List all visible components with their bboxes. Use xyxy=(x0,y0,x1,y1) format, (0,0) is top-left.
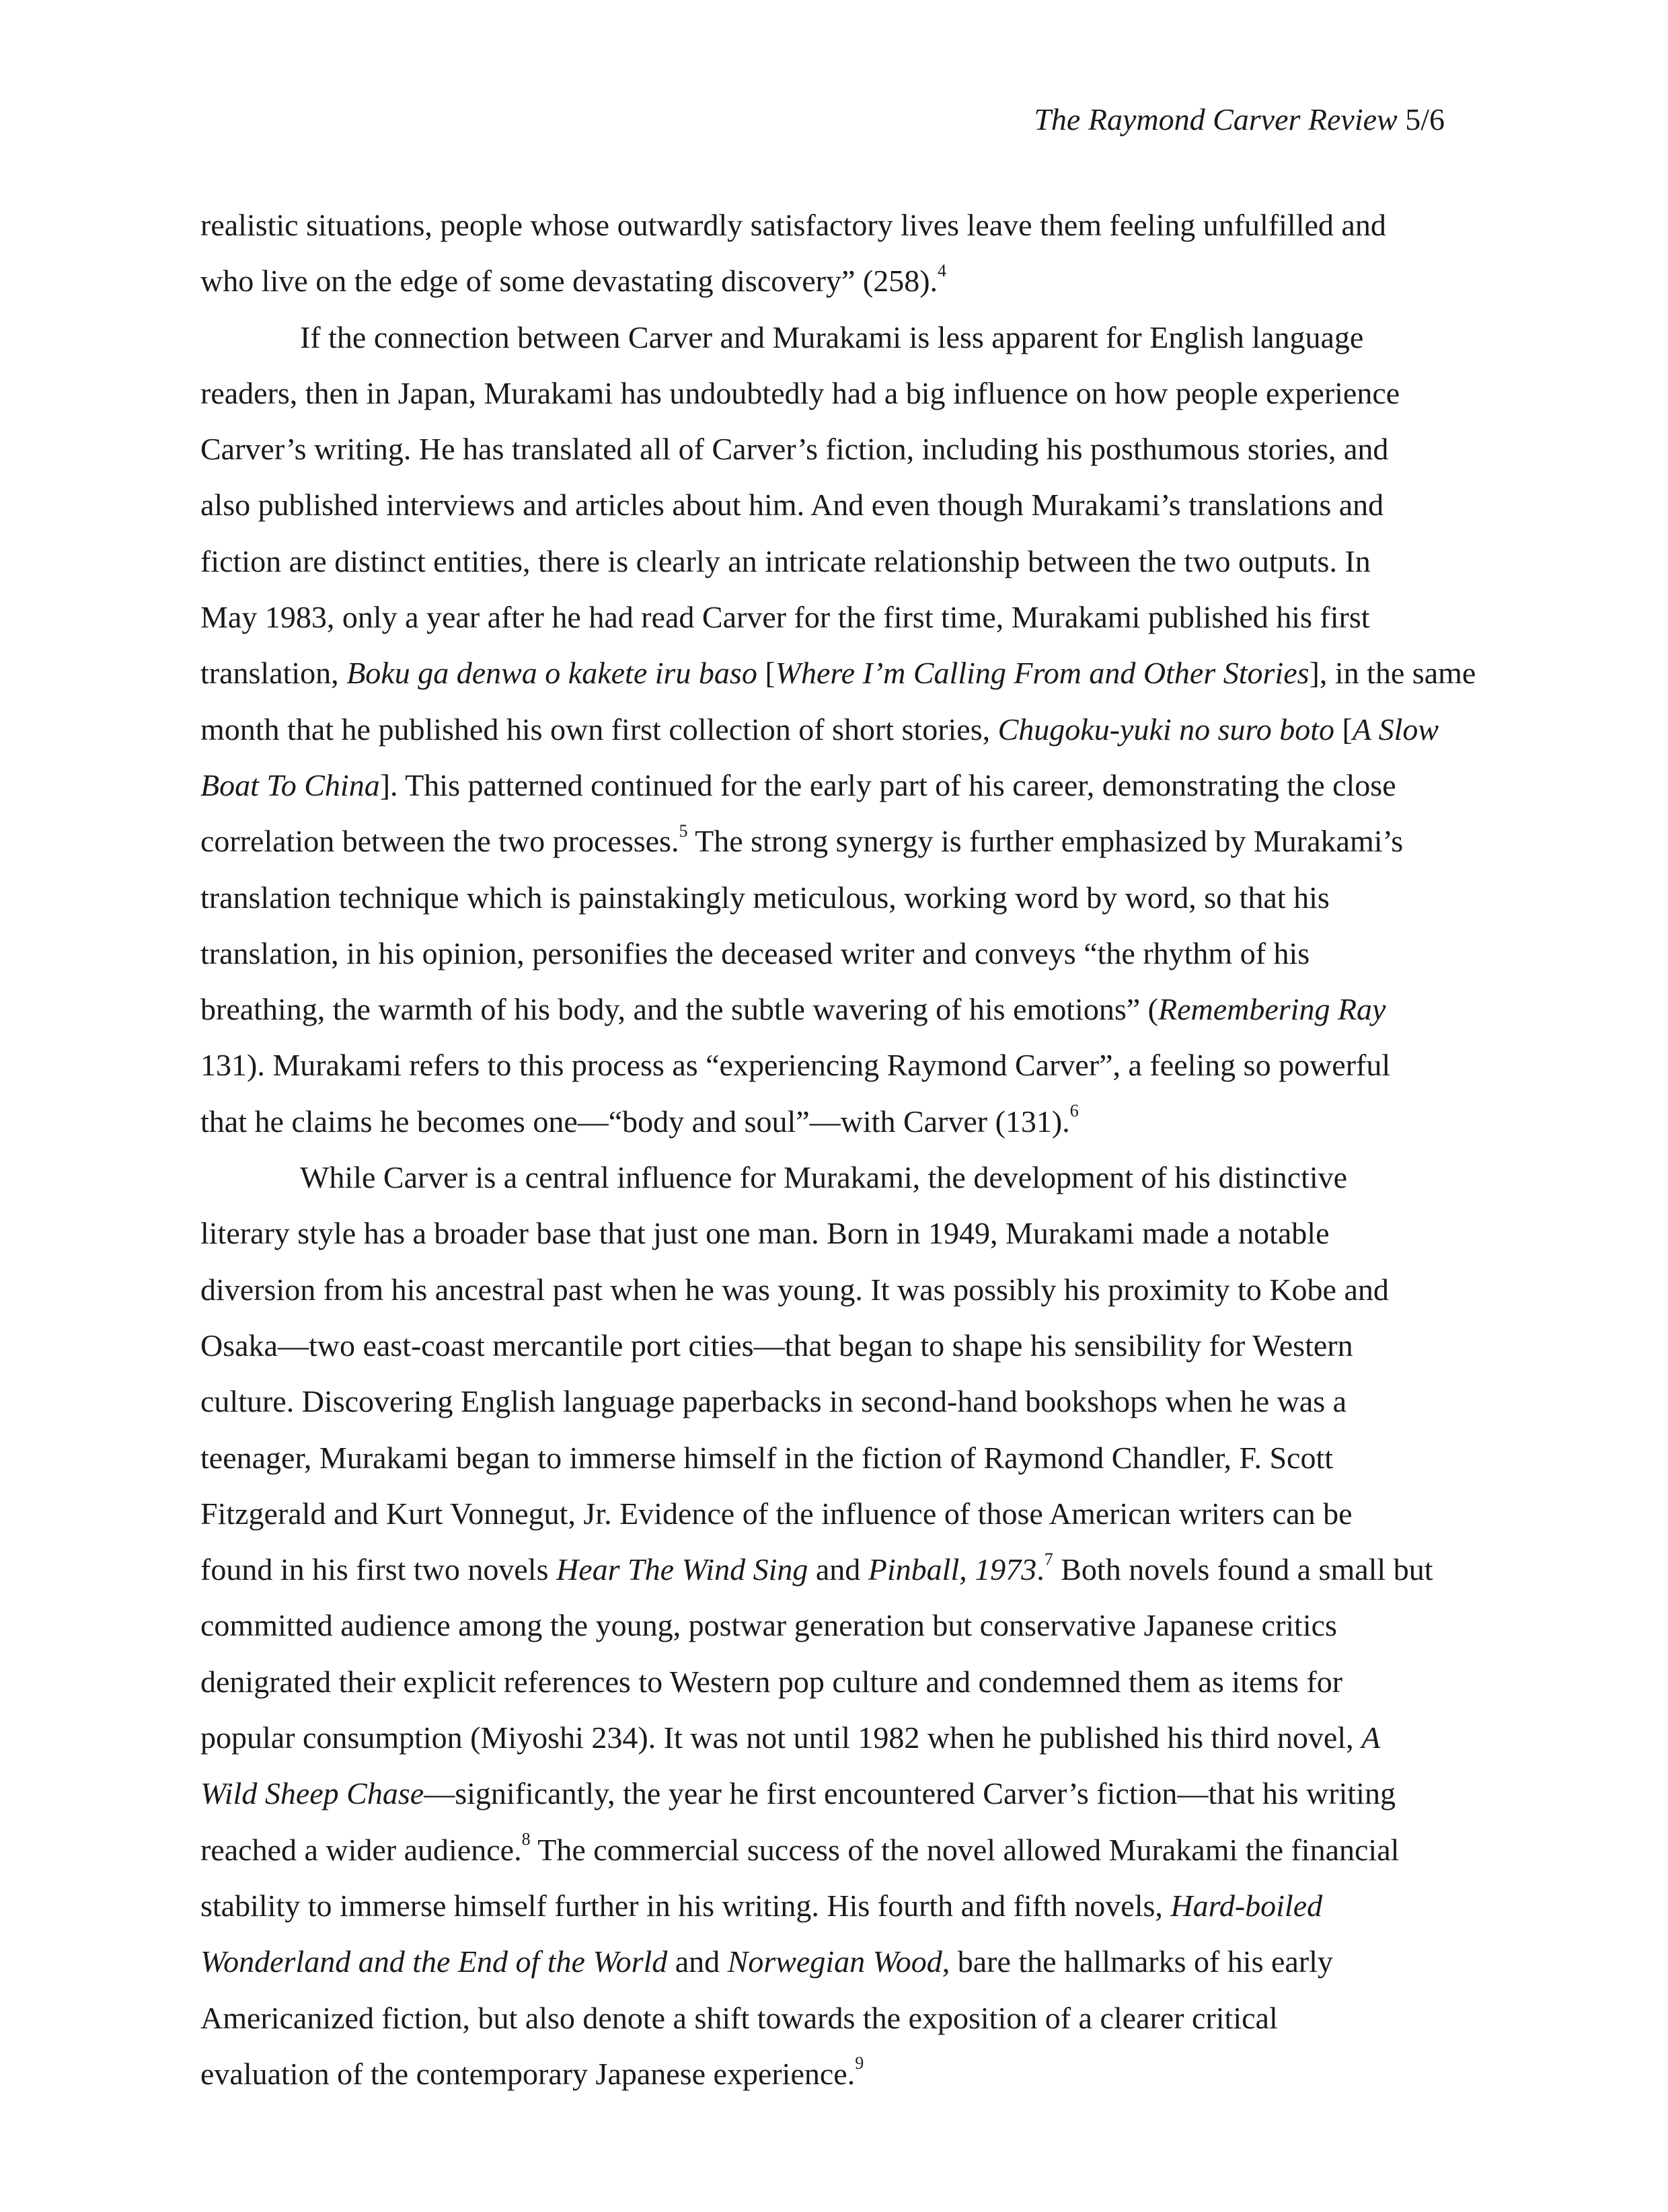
text-segment: that he claims he becomes one—“body and soul”—with Carver (131). xyxy=(200,1104,1070,1139)
text-line xyxy=(200,1878,1465,1934)
running-header xyxy=(1034,100,1445,140)
text-segment: also published interviews and articles about him. And even though Murakami’s translations and xyxy=(200,488,1384,523)
text-segment: ]. This patterned continued for the early part of his career, demonstrating the close xyxy=(379,767,1396,802)
italic-title: Norwegian Wood xyxy=(727,1944,942,1979)
text-line xyxy=(200,1430,1465,1486)
text-segment: culture. Discovering English language paperbacks in second-hand bookshops when he was a xyxy=(200,1384,1347,1419)
text-segment: teenager, Murakami began to immerse himself in the fiction of Raymond Chandler, F. Scott xyxy=(200,1440,1334,1475)
text-line xyxy=(200,1373,1465,1429)
text-segment: readers, then in Japan, Murakami has undoubtedly had a big influence on how people experience xyxy=(200,375,1400,410)
text-segment: [ xyxy=(1334,712,1353,747)
text-segment: breathing, the warmth of his body, and the subtle wavering of his emotions” ( xyxy=(200,992,1158,1027)
text-segment: correlation between the two processes. xyxy=(200,824,679,859)
text-segment: Americanized fiction, but also denote a shift towards the exposition of a clearer critical xyxy=(200,2000,1278,2035)
text-line xyxy=(200,1990,1465,2046)
body-text xyxy=(200,197,1476,2102)
text-line xyxy=(200,1654,1465,1710)
text-segment: found in his first two novels xyxy=(200,1552,556,1587)
italic-title: Remembering Ray xyxy=(1158,992,1386,1027)
italic-title: Boat To China xyxy=(200,767,380,802)
text-segment: translation, in his opinion, personifies the deceased writer and conveys “the rhythm of his xyxy=(200,936,1310,970)
text-line xyxy=(200,1318,1465,1373)
text-segment: month that he published his own first collection of short stories, xyxy=(200,712,998,747)
text-segment: [ xyxy=(757,656,775,691)
italic-title: Chugoku-yuki no suro boto xyxy=(997,712,1335,747)
footnote-marker: 5 xyxy=(679,821,688,841)
text-segment: denigrated their explicit references to Western pop culture and condemned them as items for xyxy=(200,1664,1343,1699)
text-segment: Carver’s writing. He has translated all of Carver’s fiction, including his posthumous stories, and xyxy=(200,432,1389,467)
italic-title: A Slow xyxy=(1352,712,1439,747)
text-segment: The commercial success of the novel allowed Murakami the financial xyxy=(530,1832,1400,1867)
text-segment: translation technique which is painstakingly meticulous, working word by word, so that his xyxy=(200,880,1330,915)
text-line xyxy=(200,645,1476,701)
text-line xyxy=(200,757,1465,813)
footnote-marker: 4 xyxy=(938,260,947,280)
text-segment: reached a wider audience. xyxy=(200,1832,522,1867)
italic-title: A xyxy=(1361,1720,1381,1755)
text-line xyxy=(200,309,1465,365)
text-line xyxy=(200,197,1465,253)
text-line xyxy=(200,1822,1465,1878)
text-segment: If the connection between Carver and Murakami is less apparent for English language xyxy=(300,319,1364,354)
text-line xyxy=(200,589,1465,645)
text-line xyxy=(200,365,1465,421)
footnote-marker: 7 xyxy=(1044,1549,1053,1569)
text-segment: May 1983, only a year after he had read Carver for the first time, Murakami published his first xyxy=(200,600,1370,635)
text-line xyxy=(200,1486,1465,1541)
text-line xyxy=(200,870,1465,925)
text-segment: While Carver is a central influence for Murakami, the development of his distinctive xyxy=(300,1160,1348,1195)
text-line xyxy=(200,533,1465,589)
footnote-marker: 6 xyxy=(1069,1101,1079,1121)
text-segment: —significantly, the year he first encountered Carver’s fiction—that his writing xyxy=(424,1776,1396,1811)
text-segment: The strong synergy is further emphasized by Murakami’s xyxy=(687,824,1404,859)
text-line xyxy=(200,1037,1465,1093)
text-segment: . xyxy=(1036,1552,1045,1587)
text-segment: stability to immerse himself further in his writing. His fourth and fifth novels, xyxy=(200,1888,1171,1923)
text-segment: who live on the edge of some devastating discovery” (258). xyxy=(200,264,938,299)
text-segment: Both novels found a small but xyxy=(1053,1552,1433,1587)
text-segment: 131). Murakami refers to this process as “experiencing Raymond Carver”, a feeling so powerful xyxy=(200,1048,1391,1083)
page-number: 5/6 xyxy=(1405,102,1445,137)
text-line xyxy=(200,1934,1465,1989)
italic-title: Wild Sheep Chase xyxy=(200,1776,424,1811)
text-segment: popular consumption (Miyoshi 234). It was not until 1982 when he published his third novel, xyxy=(200,1720,1362,1755)
journal-title: The Raymond Carver Review xyxy=(1034,102,1398,137)
text-segment: committed audience among the young, postwar generation but conservative Japanese critics xyxy=(200,1608,1337,1643)
text-segment: translation, xyxy=(200,656,347,691)
footnote-marker: 8 xyxy=(521,1829,531,1849)
text-line xyxy=(200,981,1465,1037)
text-line xyxy=(200,2046,1465,2102)
text-line xyxy=(200,477,1465,533)
text-segment: fiction are distinct entities, there is clearly an intricate relationship between the two outputs. In xyxy=(200,543,1371,578)
text-segment: realistic situations, people whose outwardly satisfactory lives leave them feeling unfulfilled and xyxy=(200,208,1386,242)
italic-title: Boku ga denwa o kakete iru baso xyxy=(346,656,757,691)
text-line xyxy=(200,1262,1465,1318)
italic-title: Hard-boiled xyxy=(1170,1888,1323,1923)
text-line xyxy=(200,253,1465,309)
text-segment: diversion from his ancestral past when he was young. It was possibly his proximity to Kobe and xyxy=(200,1272,1389,1307)
text-segment: Osaka—two east-coast mercantile port cities—that began to shape his sensibility for Western xyxy=(200,1328,1353,1363)
text-line xyxy=(200,1710,1465,1765)
italic-title: Wonderland and the End of the World xyxy=(200,1944,668,1979)
text-segment: Fitzgerald and Kurt Vonnegut, Jr. Evidence of the influence of those American writers can be xyxy=(200,1496,1353,1531)
text-line xyxy=(200,1205,1465,1261)
text-line xyxy=(200,1597,1465,1653)
text-segment: and xyxy=(667,1944,728,1979)
italic-title: Hear The Wind Sing xyxy=(556,1552,808,1587)
text-segment: evaluation of the contemporary Japanese experience. xyxy=(200,2056,856,2091)
text-segment: and xyxy=(808,1552,868,1587)
text-segment: literary style has a broader base that just one man. Born in 1949, Murakami made a notable xyxy=(200,1216,1330,1251)
text-line xyxy=(200,1765,1465,1821)
text-line xyxy=(200,1094,1465,1149)
text-line xyxy=(200,1149,1465,1205)
text-segment: ], in the same xyxy=(1309,656,1476,691)
text-line xyxy=(200,421,1465,477)
italic-title: Pinball, 1973 xyxy=(868,1552,1037,1587)
text-line xyxy=(200,925,1465,981)
text-line xyxy=(200,1541,1465,1597)
italic-title: Where I’m Calling From and Other Stories xyxy=(775,656,1310,691)
text-line xyxy=(200,701,1465,757)
text-line xyxy=(200,813,1465,869)
footnote-marker: 9 xyxy=(855,2053,864,2073)
text-segment: , bare the hallmarks of his early xyxy=(942,1944,1333,1979)
